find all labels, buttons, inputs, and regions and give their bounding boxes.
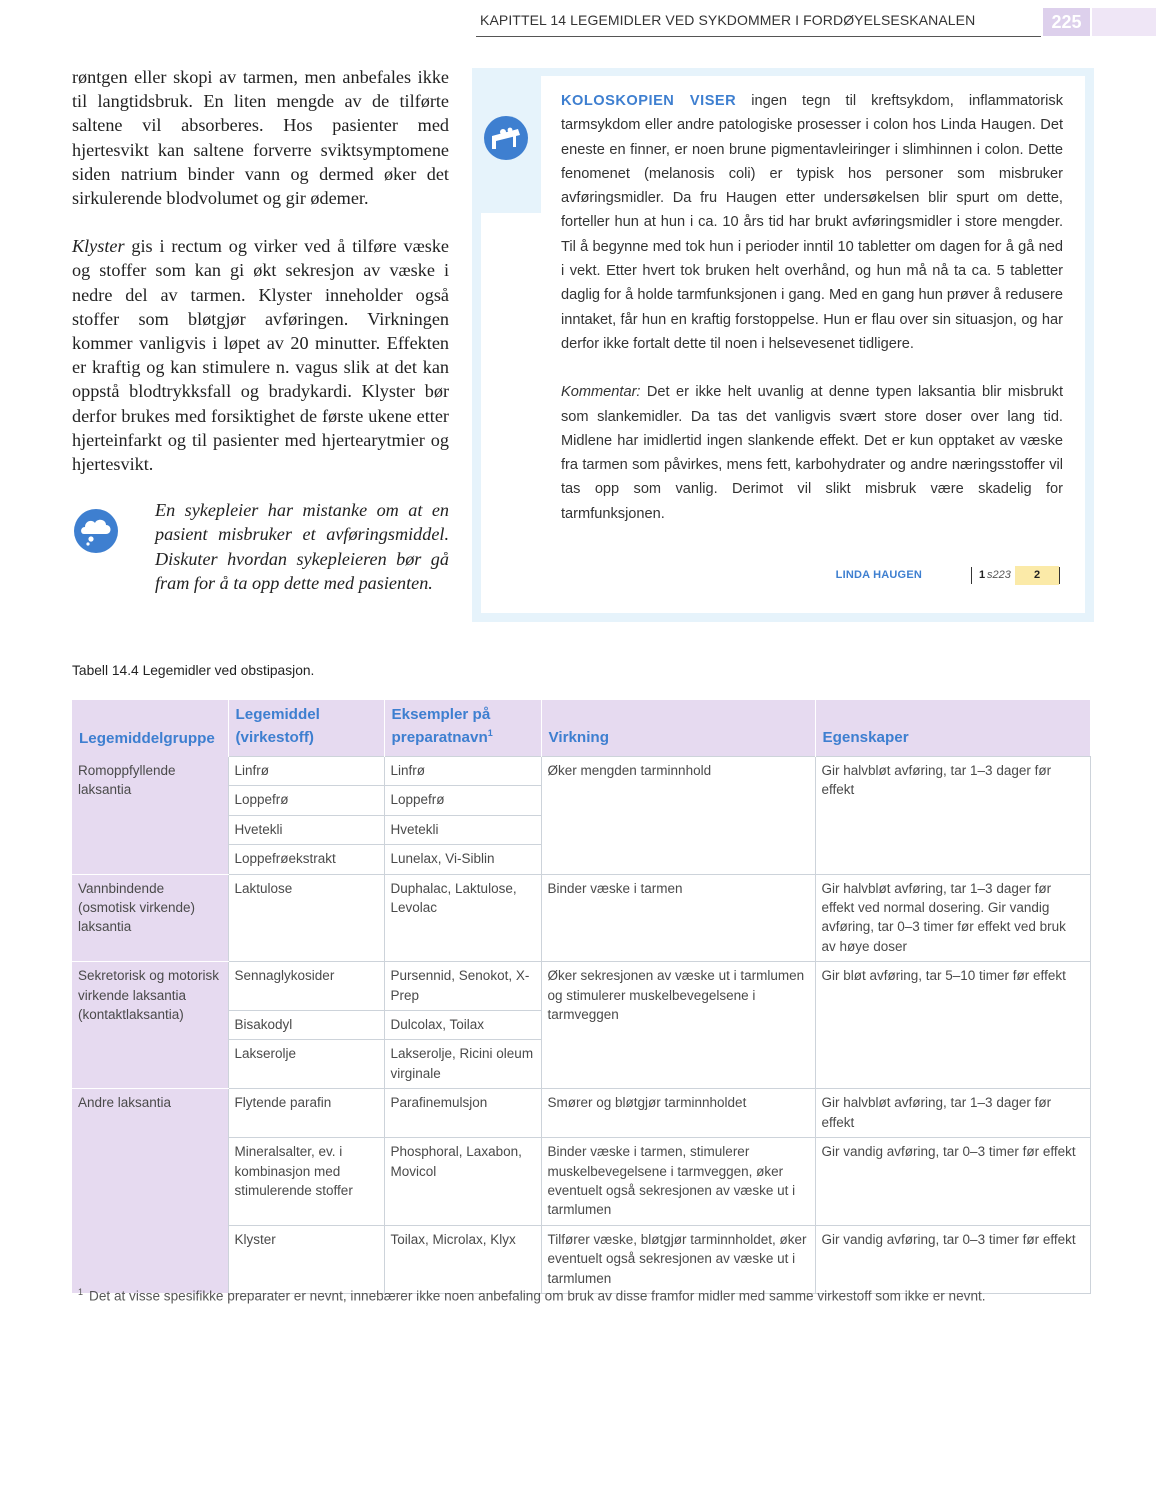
header-group: Legemiddelgruppe (72, 700, 228, 757)
examples-cell: Lakserolje, Ricini oleum virginale (384, 1040, 541, 1089)
substance-cell: Loppefrøekstrakt (228, 845, 384, 874)
table-row (72, 874, 1090, 962)
substance-cell: Laktulose (228, 874, 384, 962)
effect-cell: Binder væske i tarmen, stimulerer muskelbevegelsene i tarmveggen, øker eventuelt også sekresjonen av væske ut i tarmlumen (541, 1138, 815, 1226)
examples-cell: Hvetekli (384, 815, 541, 844)
case-body: ingen tegn til kreftsykdom, inflammatorisk tarmsykdom eller andre patologiske prosesser i colon hos Linda Haugen. Det eneste en finner, er noen brune pigmentavleiringer i slimhinnen i colon. Dette fenomenet (melanosis coli) er typisk hos personer som misbruker avføringsmidler. Da fru Haugen etter undersøkelsen blir spurt om dette, forteller hun at hun i ca. 10 års tid har brukt avføringsmidler i store mengder. Til å begynne med tok hun i perioder inntil 10 tabletter om dagen for å gå ned i vekt. Etter hvert tok bruken helt overhånd, og hun må nå ta ca. 5 tabletter daglig for å holde tarmfunksjonen i gang. Med en gang hun prøver å redusere inntaket, får hun en kraftig forstoppelse. Hun er flau over sin situasjon, og har derfor ikke fortalt dette til noen i helsevesenet tidligere. (561, 93, 1063, 352)
case-footer-divider-end (1059, 567, 1060, 584)
examples-cell: Loppefrø (384, 786, 541, 815)
header-rule (476, 36, 1041, 37)
group-name: Romoppfyllende laksantia (72, 757, 228, 875)
effect-cell: Smører og bløtgjør tarminnholdet (541, 1089, 815, 1138)
term-klyster: Klyster (72, 236, 125, 257)
case-footer-divider (971, 567, 972, 584)
effect-cell: Øker mengden tarminnhold (541, 757, 815, 875)
examples-cell: Phosphoral, Laxabon, Movicol (384, 1138, 541, 1226)
substance-cell: Lakserolje (228, 1040, 384, 1089)
table-footnote (78, 1287, 986, 1304)
examples-cell: Dulcolax, Toilax (384, 1011, 541, 1040)
examples-cell: Pursennid, Senokot, X-Prep (384, 962, 541, 1011)
laxatives-table (72, 700, 1091, 1294)
substance-cell: Flytende parafin (228, 1089, 384, 1138)
case-part-number: 1 (979, 569, 986, 581)
group-name: Sekretorisk og motorisk virkende laksantia (kontaktlaksantia) (72, 962, 228, 1089)
thought-cloud-icon (73, 508, 119, 554)
properties-cell: Gir bløt avføring, tar 5–10 timer før effekt (815, 962, 1090, 1089)
table-row (72, 1089, 1090, 1138)
header-effect: Virkning (541, 700, 815, 757)
substance-cell: Bisakodyl (228, 1011, 384, 1040)
substance-cell: Hvetekli (228, 815, 384, 844)
header-substance: Legemiddel (virkestoff) (228, 700, 384, 757)
paragraph-klyster-text: gis i rectum og virker ved å tilføre væske og stoffer som kan gi økt sekresjon av væske i nedre del av tarmen. Klyster inneholder også stoffer som bløtgjør avføringen. Virkningen kommer vanligvis i løpet av 20 minutter. Effekten er kraftig og kan stimulere n. vagus slik at det kan oppstå blodtrykksfall og bradykardi. Klyster bør derfor brukes med forsiktighet de første ukene etter hjerteinfarkt og til pasienter med hjertearytmier og hjertesvikt. (72, 236, 449, 475)
comment-text: Det er ikke helt uvanlig at denne typen laksantia blir misbrukt som slankemidler. Da tas det vanligvis svært store doser over lang tid. Midlene har imidlertid ingen slankende effekt. Det er kun opptaket av væske fra tarmen som påvirkes, mens fett, karbohydrater og andre næringsstoffer vil tas opp som vanlig. Derimot vil slikt misbruk være skadelig for tarmfunksjonen. (561, 384, 1063, 522)
table-header-row (72, 700, 1090, 757)
properties-cell: Gir halvbløt avføring, tar 1–3 dager før effekt (815, 757, 1090, 875)
table-row (72, 757, 1090, 786)
examples-cell: Toilax, Microlax, Klyx (384, 1225, 541, 1293)
substance-cell: Linfrø (228, 757, 384, 786)
table-caption: Tabell 14.4 Legemidler ved obstipasjon. (72, 663, 315, 678)
footnote-marker: 1 (487, 727, 493, 738)
case-patient-name: LINDA HAUGEN (835, 569, 922, 581)
examples-cell: Parafinemulsjon (384, 1089, 541, 1138)
examples-cell: Duphalac, Laktulose, Levolac (384, 874, 541, 962)
footnote-text: Det at visse spesifikke preparater er nevnt, innebærer ikke noen anbefaling om bruk av disse framfor midler med samme virkestoff som ikke er nevnt. (89, 1288, 986, 1304)
paragraph-salts: røntgen eller skopi av tarmen, men anbefales ikke til langtidsbruk. En liten mengde av de tilførte saltene vil absorberes. Hos pasienter med hjertesvikt kan saltene forverre sviktsymptomene siden natrium binder vann og dermed øker det sirkulerende blodvolumet og gir ødemer. (72, 67, 449, 209)
properties-cell: Gir vandig avføring, tar 0–3 timer før effekt (815, 1138, 1090, 1226)
running-header: KAPITTEL 14 LEGEMIDLER VED SYKDOMMER I FORDØYELSESKANALEN (480, 12, 976, 28)
examples-cell: Lunelax, Vi-Siblin (384, 845, 541, 874)
examples-cell: Linfrø (384, 757, 541, 786)
properties-cell: Gir halvbløt avføring, tar 1–3 dager før effekt ved normal dosering. Gir vandig avføring, tar 0–3 timer før effekt ved bruk av høye doser (815, 874, 1090, 962)
case-text (561, 89, 1063, 550)
header-examples (384, 700, 541, 757)
case-paragraph (561, 89, 1063, 356)
effect-cell: Tilfører væske, bløtgjør tarminnholdet, øker eventuelt også sekresjonen av væske ut i tarmlumen (541, 1225, 815, 1293)
group-name: Andre laksantia (72, 1089, 228, 1294)
table-row (72, 962, 1090, 1011)
group-name: Vannbindende (osmotisk virkende) laksantia (72, 874, 228, 962)
case-next-part: 2 (1015, 566, 1059, 585)
paragraph-klyster (72, 234, 449, 476)
header-tab (1092, 8, 1156, 36)
case-lead: KOLOSKOPIEN VISER (561, 93, 737, 109)
left-column (72, 65, 449, 500)
footnote-number: 1 (78, 1287, 84, 1297)
hospital-bed-icon (483, 115, 529, 161)
case-comment (561, 380, 1063, 526)
header-properties: Egenskaper (815, 700, 1090, 757)
properties-cell: Gir halvbløt avføring, tar 1–3 dager før effekt (815, 1089, 1090, 1138)
page-number: 225 (1043, 8, 1090, 36)
header-examples-label: Eksempler på preparatnavn (391, 706, 491, 746)
properties-cell: Gir vandig avføring, tar 0–3 timer før effekt (815, 1225, 1090, 1293)
substance-cell: Loppefrø (228, 786, 384, 815)
substance-cell: Sennaglykosider (228, 962, 384, 1011)
effect-cell: Binder væske i tarmen (541, 874, 815, 962)
reflection-question: En sykepleier har mistanke om at en pasient misbruker et avføringsmiddel. Diskuter hvordan sykepleieren bør gå fram for å ta opp dette med pasienten. (155, 500, 449, 593)
substance-cell: Mineralsalter, ev. i kombinasjon med stimulerende stoffer (228, 1138, 384, 1226)
case-page-ref: s223 (987, 569, 1011, 581)
effect-cell: Øker sekresjonen av væske ut i tarmlumen og stimulerer muskelbevegelsene i tarmveggen (541, 962, 815, 1089)
comment-label: Kommentar: (561, 384, 641, 401)
substance-cell: Klyster (228, 1225, 384, 1293)
case-footer (560, 566, 1062, 586)
